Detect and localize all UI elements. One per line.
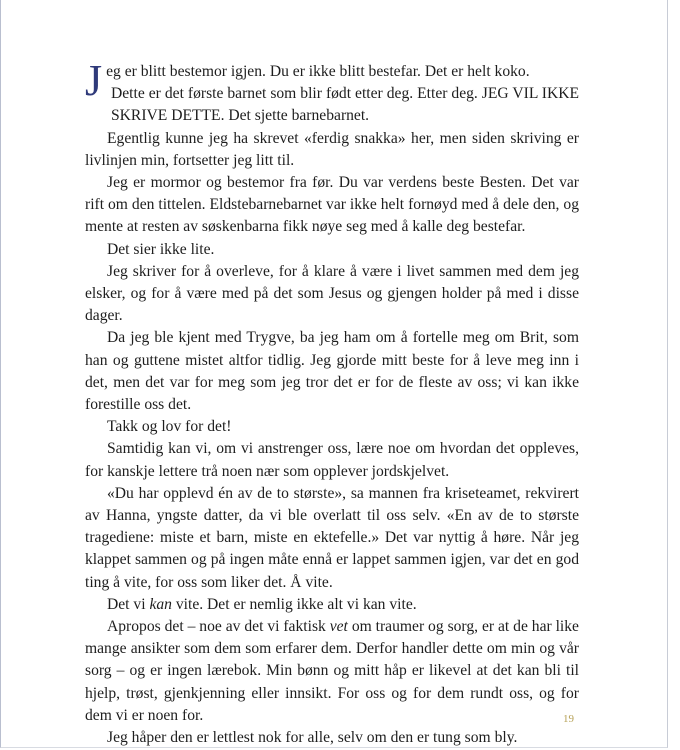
paragraph-3: Jeg er mormor og bestemor fra før. Du var verdens beste Besten. Det var rift om den tittelen. Eldstebarnebarnet var ikke helt fornøyd med å dele den, og mente at resten av søskenbarna fikk nøye seg med å kalle deg bestefar.	[85, 174, 579, 236]
paragraph-9: «Du har opplevd én av de to største», sa mannen fra kriseteamet, rekvirert av Hanna, yngste datter, da vi ble overlatt til oss selv. «En av de to største tragediene: miste et barn, miste en ektefelle.» Det var nyttig å høre. Når jeg klappet sammen og på ingen måte ennå er lappet sammen igjen, var det en god ting å vite, for oss som liker det. Å vite.	[85, 484, 579, 591]
emphasis-kan: kan	[149, 595, 172, 613]
paragraph-1-continuation: Dette er det første barnet som blir født etter deg. Etter deg. JEG VIL IKKE SKRIVE DETTE. Det sjette barnebarnet.	[111, 85, 579, 125]
body-text	[85, 56, 579, 749]
paragraph-6: Da jeg ble kjent med Trygve, ba jeg ham om å fortelle meg om Brit, som han og guttene mistet altfor tidlig. Jeg gjorde mitt beste for å leve meg inn i det, men det var for meg som jeg tror det er for de fleste av oss; vi kan ikke forestille oss det.	[85, 329, 579, 414]
paragraph-11	[85, 616, 579, 727]
paragraph-10-part-2: vite. Det er nemlig ikke alt vi kan vite.	[171, 595, 417, 613]
page-number: 19	[563, 713, 574, 725]
emphasis-vet: vet	[329, 618, 348, 636]
paragraph-1	[85, 56, 579, 128]
paragraph-4: Det sier ikke lite.	[107, 240, 215, 258]
drop-cap-letter: J	[85, 56, 103, 105]
paragraph-11-part-2: om traumer og sorg, er at de har like mange ansikter som dem som erfarer dem. Derfor handler dette om min og vår sorg – og er ingen lærebok. Min bønn og mitt håp er likevel at det kan bli til hjelp, trøst, gjenkjenning eller innsikt. For oss og for dem rundt oss, og for dem vi er noen for.	[85, 618, 579, 724]
first-line: eg er blitt bestemor igjen. Du er ikke blitt bestefar. Det er helt koko.	[106, 63, 530, 80]
paragraph-11-part-1: Apropos det – noe av det vi faktisk	[107, 618, 330, 636]
paragraph-12: Jeg håper den er lettlest nok for alle, selv om den er tung som bly.	[107, 729, 518, 747]
paragraph-7: Takk og lov for det!	[107, 418, 232, 436]
paragraph-10	[85, 594, 579, 616]
paragraph-2: Egentlig kunne jeg ha skrevet «ferdig snakka» her, men siden skriving er livlinjen min, fortsetter jeg litt til.	[85, 129, 579, 169]
paragraph-8: Samtidig kan vi, om vi anstrenger oss, lære noe om hvordan det oppleves, for kanskje lettere trå noen nær som opplever jordskjelvet.	[85, 440, 579, 480]
paragraph-10-part-1: Det vi	[107, 595, 150, 613]
paragraph-5: Jeg skriver for å overleve, for å klare å være i livet sammen med dem jeg elsker, og for å være med på det som Jesus og gjengen holder på med i disse dager.	[85, 262, 579, 325]
